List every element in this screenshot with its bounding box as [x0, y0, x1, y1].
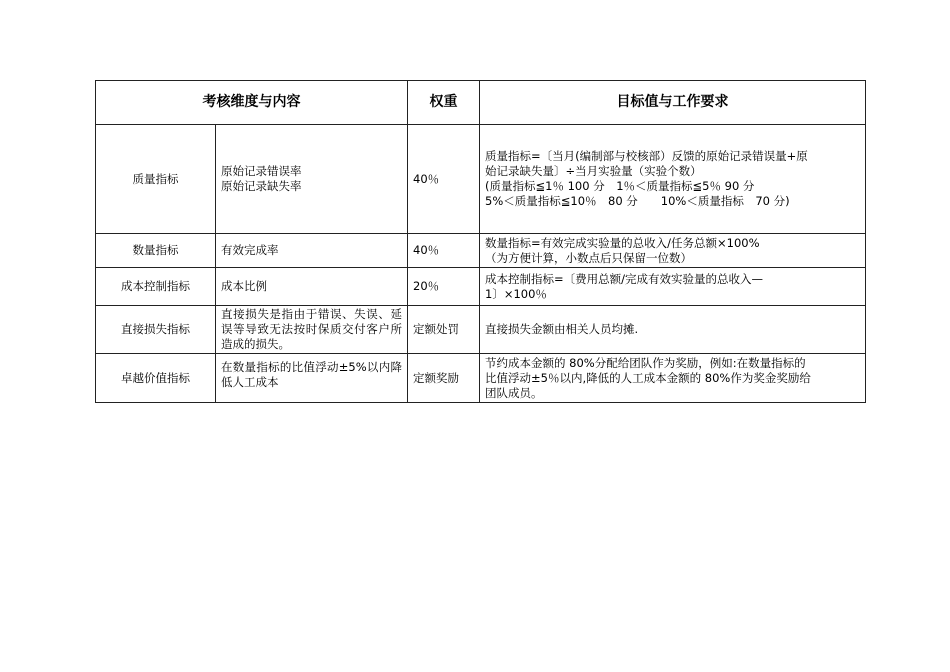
items-cell [216, 268, 408, 306]
weight-cell: 20％ [408, 268, 480, 306]
header-dimension: 考核维度与内容 [96, 81, 408, 125]
table-row-cost-control [96, 268, 866, 306]
target-line: 质量指标=〔当月(编制部与校核部）反馈的原始记录错误量+原 [485, 149, 808, 163]
header-weight: 权重 [408, 81, 480, 125]
items-cell [216, 125, 408, 234]
table-header-row [96, 81, 866, 125]
target-cell [480, 268, 866, 306]
items-cell: 直接损失是指由于错误、失误、延误等导致无法按时保质交付客户所造成的损失。 [216, 306, 408, 354]
target-cell [480, 354, 866, 403]
target-line: 比值浮动±5％以内,降低的人工成本金额的 80%作为奖金奖励给 [485, 370, 811, 385]
items-cell [216, 234, 408, 268]
target-line: 直接损失金额由相关人员均摊. [485, 322, 639, 336]
target-line: 成本控制指标=〔费用总额/完成有效实验量的总收入— [485, 271, 764, 286]
target-line: （为方便计算，小数点后只保留一位数） [485, 250, 692, 265]
category-cell: 质量指标 [96, 125, 216, 234]
target-line: 节约成本金额的 80%分配给团队作为奖励，例如:在数量指标的 [485, 355, 806, 370]
weight-cell: 定额奖励 [408, 354, 480, 403]
item-text: 有效完成率 [221, 243, 279, 257]
category-cell: 直接损失指标 [96, 306, 216, 354]
table-row-quality [96, 125, 866, 234]
target-line: 5%＜质量指标≦10％ 80 分 10%＜质量指标 70 分) [485, 194, 790, 208]
weight-cell: 定额处罚 [408, 306, 480, 354]
weight-cell: 40％ [408, 125, 480, 234]
category-cell: 卓越价值指标 [96, 354, 216, 403]
category-cell: 成本控制指标 [96, 268, 216, 306]
category-cell: 数量指标 [96, 234, 216, 268]
table-row-direct-loss [96, 306, 866, 354]
header-target: 目标值与工作要求 [480, 81, 866, 125]
target-line: 始记录缺失量〕÷当月实验量（实验个数） [485, 164, 702, 178]
target-line: 1〕×100％ [485, 286, 547, 301]
target-line: 数量指标=有效完成实验量的总收入/任务总额×100% [485, 235, 760, 250]
target-cell [480, 234, 866, 268]
item-text: 成本比例 [221, 279, 267, 293]
item-text: 原始记录错误率 [221, 164, 302, 178]
kpi-assessment-table [95, 80, 866, 403]
target-cell [480, 306, 866, 354]
table-row-excellence-value [96, 354, 866, 403]
target-cell [480, 125, 866, 234]
weight-cell: 40％ [408, 234, 480, 268]
item-text: 原始记录缺失率 [221, 179, 302, 193]
items-cell: 在数量指标的比值浮动±5%以内降低人工成本 [216, 354, 408, 403]
target-line: 团队成员。 [485, 385, 543, 400]
table-row-quantity [96, 234, 866, 268]
target-line: (质量指标≦1％ 100 分 1％＜质量指标≦5％ 90 分 [485, 179, 755, 193]
